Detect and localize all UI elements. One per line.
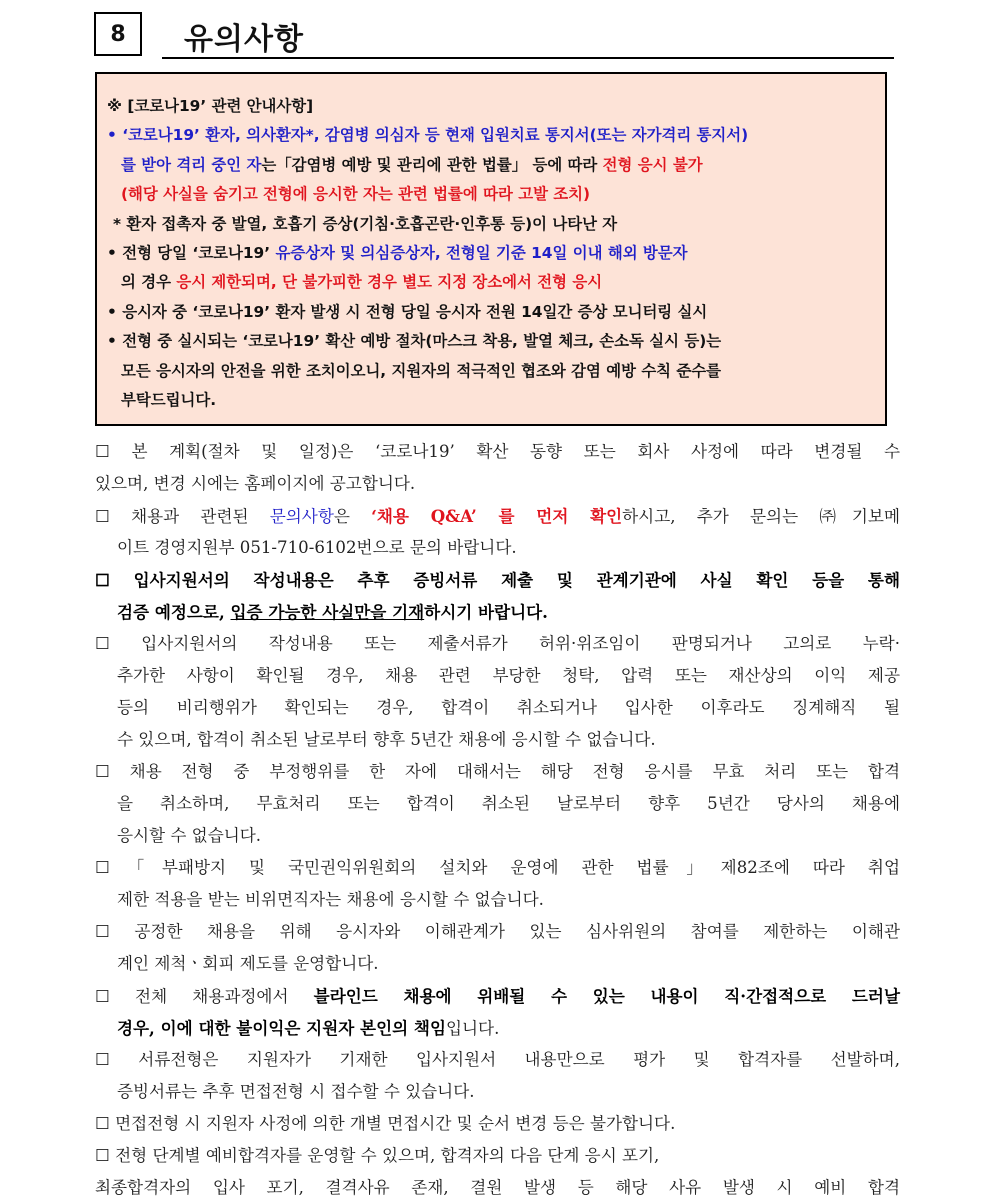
list-item-line: ☐ 면접전형 시 지원자 사정에 의한 개별 면접시간 및 순서 변경 등은 불가합니다. (95, 1114, 676, 1133)
notice-text: 응시 제한되며, 단 불가피한 경우 별도 지정 장소에서 전형 응시 (176, 273, 603, 292)
item-text: 입니다. (445, 1019, 500, 1038)
item-text: ☐ 전체 채용과정에서 (95, 987, 314, 1006)
list-item-line: 증빙서류는 추후 면접전형 시 접수할 수 있습니다. (117, 1082, 475, 1101)
item-text: ‘채용 Q&A’ 를 먼저 확인 (371, 506, 623, 526)
covid-notice-box (95, 72, 887, 426)
notice-text: 전형 응시 불가 (602, 155, 703, 174)
notice-heading: ※ [코로나19’ 관련 안내사항] (107, 97, 314, 115)
notice-text: 는「감염병 예방 및 관리에 관한 법률」 등에 따라 (261, 155, 603, 174)
notice-line (107, 268, 877, 297)
notice-line (107, 239, 877, 268)
list-item-line: 있으며, 변경 시에는 홈페이지에 공고합니다. (95, 474, 416, 493)
notice-text: 를 받아 격리 중인 자 (121, 155, 262, 174)
list-item-line: ☐ 입사지원서의 작성내용은 추후 증빙서류 제출 및 관계기관에 사실 확인 등을 통해 (95, 570, 900, 590)
list-item-line (95, 980, 900, 1012)
item-text: 하시기 바랍니다. (424, 602, 548, 622)
item-text: 은 (333, 507, 372, 526)
notice-line: 부탁드립니다. (121, 390, 217, 409)
list-item-line: 최종합격자의 입사 포기, 결격사유 존재, 결원 발생 등 해당 사유 발생 시 예비 합격 (95, 1178, 900, 1197)
notice-text: • 전형 당일 ‘코로나19’ (107, 243, 276, 262)
notes-list (95, 436, 900, 1204)
list-item-line: ☐ 공정한 채용을 위해 응시자와 이해관계가 있는 심사위원의 참여를 제한하는 이해관 (95, 922, 900, 941)
section-number: 8 (94, 12, 142, 56)
notice-line: 모든 응시자의 안전을 위한 조치이오니, 지원자의 적극적인 협조와 감염 예방 수칙 준수를 (121, 361, 722, 380)
list-item-line: 등의 비리행위가 확인되는 경우, 합격이 취소되거나 입사한 이후라도 징계해직 될 (117, 698, 900, 717)
list-item-line: ☐「부패방지 및 국민권익위원회의 설치와 운영에 관한 법률」제82조에 따라 취업 (95, 858, 900, 877)
notice-line: * 환자 접촉자 중 발열, 호흡기 증상(기침·호흡곤란·인후통 등)이 나타난 자 (113, 214, 618, 233)
list-item-line (95, 1012, 900, 1044)
item-text: 검증 예정으로, (117, 602, 231, 622)
item-text: 경우, 이에 대한 불이익은 지원자 본인의 책임 (117, 1018, 446, 1038)
list-item-line: ☐ 전형 단계별 예비합격자를 운영할 수 있으며, 합격자의 다음 단계 응시 포기, (95, 1146, 660, 1165)
notice-text: 의 경우 (121, 273, 177, 292)
list-item-line: 응시할 수 없습니다. (117, 826, 262, 845)
list-item-line (95, 500, 900, 532)
item-text: 입증 가능한 사실만을 기재 (230, 602, 425, 622)
list-item-line: 을 취소하며, 무효처리 또는 합격이 취소된 날로부터 향후 5년간 당사의 채용에 (117, 794, 900, 813)
notice-line: • 전형 중 실시되는 ‘코로나19’ 확산 예방 절차(마스크 착용, 발열 체크, 손소독 실시 등)는 (107, 332, 722, 351)
list-item-line: ☐ 입사지원서의 작성내용 또는 제출서류가 허위·위조임이 판명되거나 고의로 누락· (95, 634, 900, 653)
list-item-line: 추가한 사항이 확인될 경우, 채용 관련 부당한 청탁, 압력 또는 재산상의 이익 제공 (117, 666, 900, 685)
item-text: 하시고, 추가 문의는 ㈜기보메 (622, 507, 900, 526)
title-underline (162, 57, 894, 59)
list-item-line: 계인 제척ㆍ회피 제도를 운영합니다. (117, 954, 379, 973)
item-text: 문의사항 (269, 507, 334, 526)
item-text: 블라인드 채용에 위배될 수 있는 내용이 직·간접적으로 드러날 (313, 986, 900, 1006)
list-item-line: ☐ 서류전형은 지원자가 기재한 입사지원서 내용만으로 평가 및 합격자를 선발하며, (95, 1050, 900, 1069)
list-item-line: 수 있으며, 합격이 취소된 날로부터 향후 5년간 채용에 응시할 수 없습니다. (117, 730, 656, 749)
notice-line: • 응시자 중 ‘코로나19’ 환자 발생 시 전형 당일 응시자 전원 14일간 증상 모니터링 실시 (107, 302, 708, 321)
notice-text: 유증상자 및 의심증상자, 전형일 기준 14일 이내 해외 방문자 (275, 243, 688, 262)
notice-line: (해당 사실을 숨기고 전형에 응시한 자는 관련 법률에 따라 고발 조치) (121, 185, 591, 204)
list-item-line: ☐ 채용 전형 중 부정행위를 한 자에 대해서는 해당 전형 응시를 무효 처리 또는 합격 (95, 762, 900, 781)
list-item-line: ☐ 본 계획(절차 및 일정)은 ‘코로나19’ 확산 동향 또는 회사 사정에 따라 변경될 수 (95, 442, 900, 461)
item-text: ☐ 채용과 관련된 (95, 507, 270, 526)
section-header (94, 12, 894, 60)
section-title: 유의사항 (184, 22, 304, 57)
notice-line (107, 151, 877, 180)
list-item-line (95, 596, 900, 628)
list-item-line: 이트 경영지원부 051-710-6102번으로 문의 바랍니다. (117, 538, 517, 557)
notice-line: • ‘코로나19’ 환자, 의사환자*, 감염병 의심자 등 현재 입원치료 통지서(또는 자가격리 통지서) (107, 126, 749, 145)
list-item-line: 제한 적용을 받는 비위면직자는 채용에 응시할 수 없습니다. (117, 890, 544, 909)
